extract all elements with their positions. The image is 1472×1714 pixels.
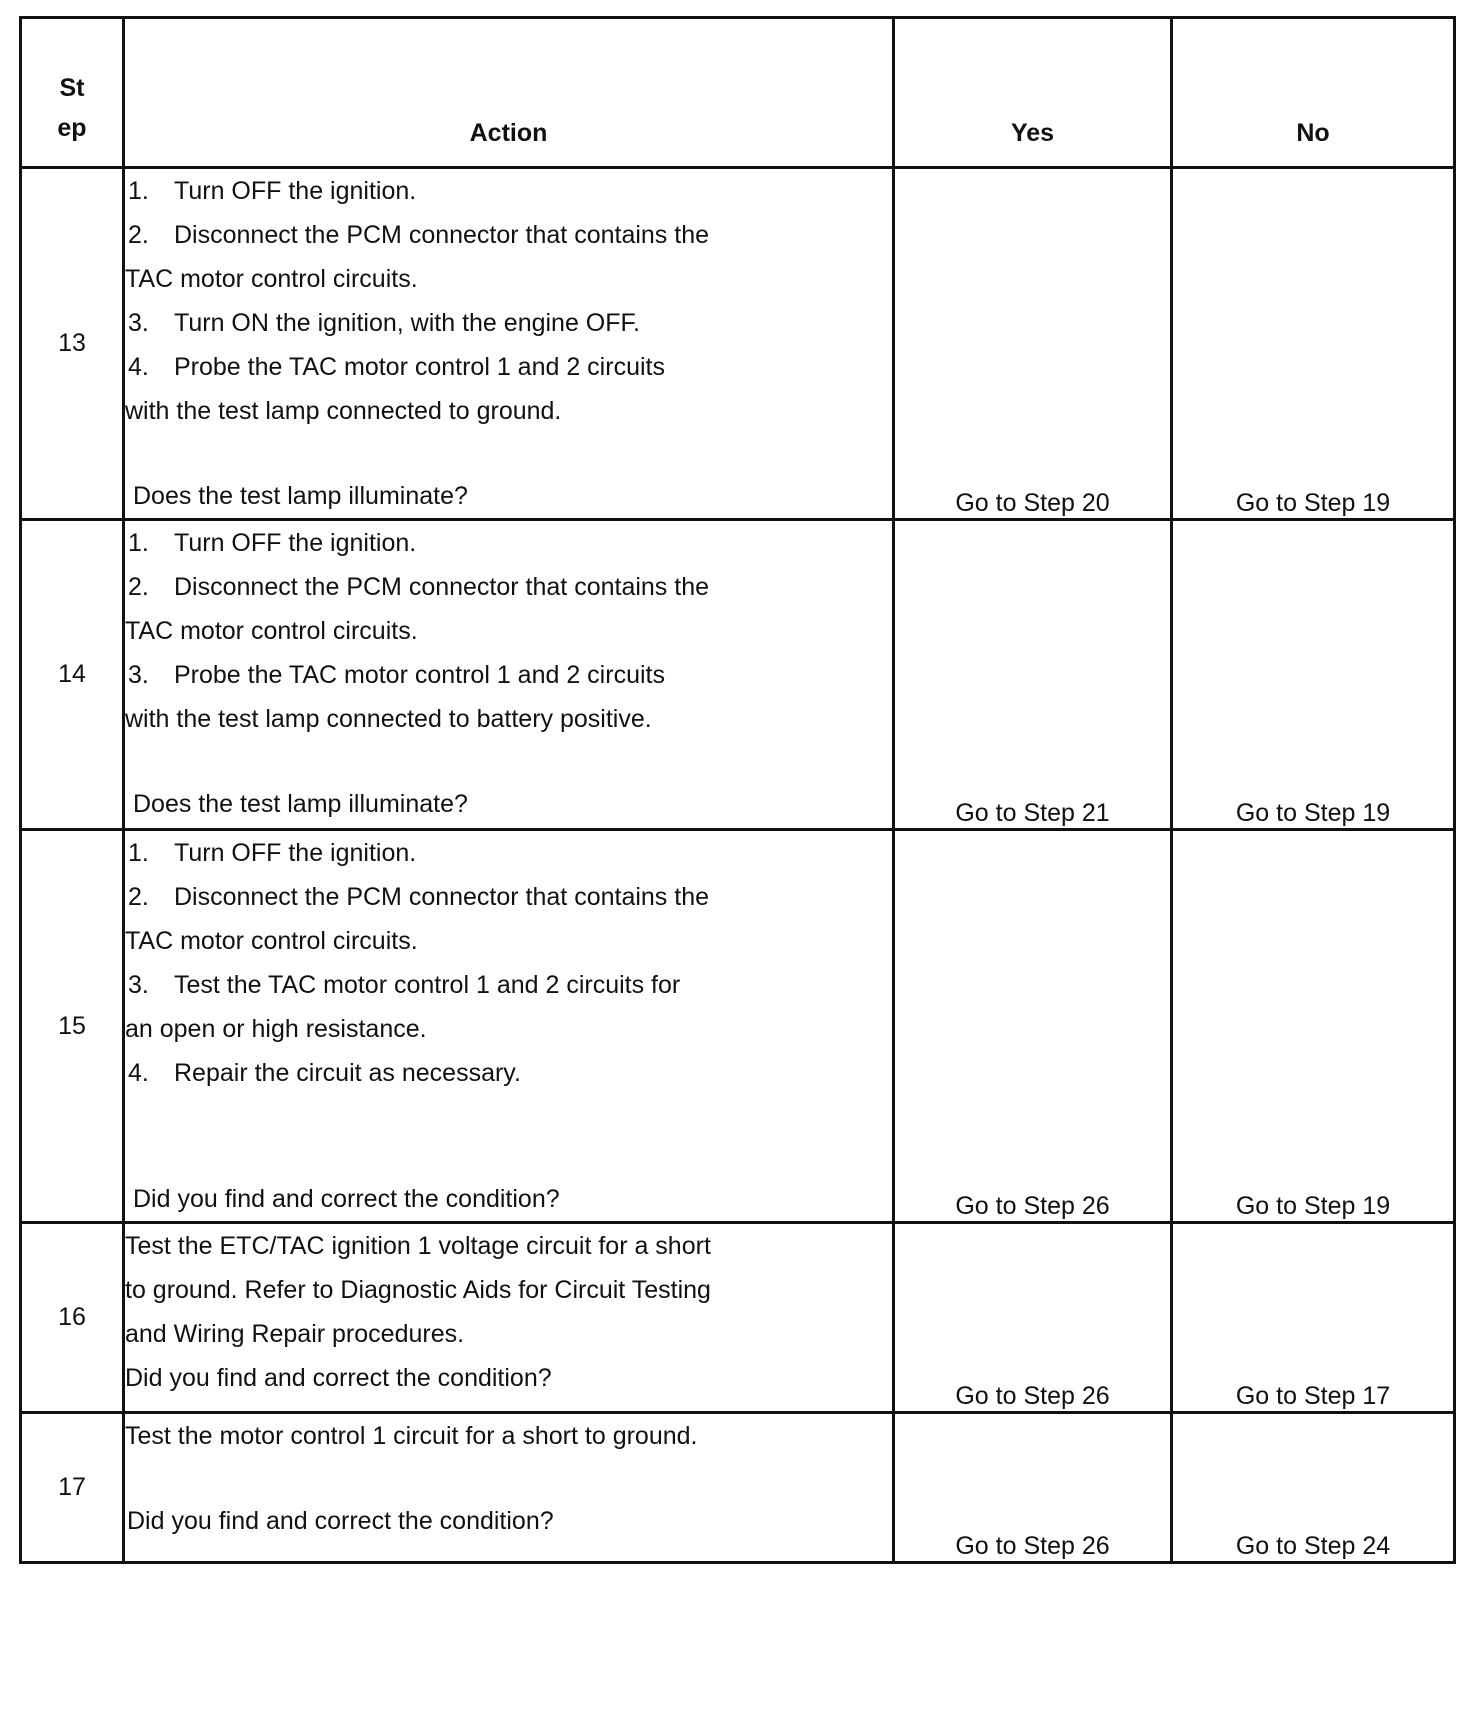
step-list-number: 1. — [128, 177, 149, 205]
action-line — [125, 1414, 892, 1458]
yes-column-header: Yes — [894, 18, 1172, 168]
action-line — [125, 963, 892, 1007]
yes-result: Go to Step 26 — [894, 830, 1172, 1223]
action-line — [125, 521, 892, 565]
action-text: with the test lamp connected to battery positive. — [125, 705, 652, 733]
table-row — [21, 1223, 1455, 1413]
action-text: Disconnect the PCM connector that contains the — [174, 573, 710, 601]
action-line — [125, 1312, 892, 1356]
yes-result: Go to Step 21 — [894, 520, 1172, 830]
action-question: Did you find and correct the condition? — [127, 1507, 554, 1535]
step-number: 15 — [21, 830, 124, 1223]
no-result: Go to Step 24 — [1172, 1413, 1455, 1563]
yes-result: Go to Step 26 — [894, 1223, 1172, 1413]
step-list-number: 2. — [128, 221, 149, 249]
no-result: Go to Step 19 — [1172, 520, 1455, 830]
no-result: Go to Step 17 — [1172, 1223, 1455, 1413]
action-text: Turn ON the ignition, with the engine OFF. — [174, 309, 640, 337]
action-text: with the test lamp connected to ground. — [125, 397, 562, 425]
table-row — [21, 168, 1455, 520]
action-text: TAC motor control circuits. — [125, 265, 418, 293]
action-line — [125, 1224, 892, 1268]
spacer — [125, 1095, 892, 1136]
action-line — [125, 345, 892, 389]
step-list-number: 2. — [128, 573, 149, 601]
table-row — [21, 830, 1455, 1223]
action-line — [125, 919, 892, 963]
step-column-header — [21, 18, 124, 168]
action-cell — [124, 520, 894, 830]
action-text: Turn OFF the ignition. — [174, 839, 417, 867]
action-line — [125, 697, 892, 741]
diagnostic-table — [19, 16, 1456, 1564]
action-line — [125, 257, 892, 301]
action-cell — [124, 1223, 894, 1413]
action-line — [125, 831, 892, 875]
step-list-number: 3. — [128, 971, 149, 999]
step-number: 17 — [21, 1413, 124, 1563]
action-cell — [124, 830, 894, 1223]
no-result: Go to Step 19 — [1172, 830, 1455, 1223]
step-list-number: 3. — [128, 309, 149, 337]
action-text: Test the TAC motor control 1 and 2 circuits for — [174, 971, 681, 999]
action-line — [125, 565, 892, 609]
action-line — [125, 169, 892, 213]
action-question: Did you find and correct the condition? — [125, 1364, 552, 1392]
spacer — [125, 1458, 892, 1499]
action-text: to ground. Refer to Diagnostic Aids for Circuit Testing — [125, 1276, 711, 1304]
step-number: 16 — [21, 1223, 124, 1413]
action-line — [125, 301, 892, 345]
action-cell — [124, 1413, 894, 1563]
action-text: Disconnect the PCM connector that contains the — [174, 221, 710, 249]
table-header — [21, 18, 1455, 168]
step-header-line1: St — [59, 74, 85, 102]
action-question: Does the test lamp illuminate? — [133, 790, 468, 818]
action-question: Did you find and correct the condition? — [133, 1185, 560, 1213]
action-text: Probe the TAC motor control 1 and 2 circuits — [174, 661, 665, 689]
action-line — [125, 1007, 892, 1051]
action-text: Probe the TAC motor control 1 and 2 circuits — [174, 353, 665, 381]
action-text: Turn OFF the ignition. — [174, 177, 417, 205]
action-line — [125, 609, 892, 653]
yes-result: Go to Step 20 — [894, 168, 1172, 520]
table-body — [21, 168, 1455, 1563]
step-list-number: 4. — [128, 1059, 149, 1087]
spacer — [125, 741, 892, 782]
table-row — [21, 1413, 1455, 1563]
yes-result: Go to Step 26 — [894, 1413, 1172, 1563]
action-line — [125, 1268, 892, 1312]
spacer — [125, 1136, 892, 1177]
step-list-number: 4. — [128, 353, 149, 381]
action-text: an open or high resistance. — [125, 1015, 427, 1043]
action-line — [125, 1051, 892, 1095]
action-text: Repair the circuit as necessary. — [174, 1059, 521, 1087]
spacer — [125, 433, 892, 474]
action-text: Test the ETC/TAC ignition 1 voltage circuit for a short — [125, 1232, 711, 1260]
action-text: TAC motor control circuits. — [125, 927, 418, 955]
step-header-line2: ep — [57, 114, 87, 142]
step-list-number: 1. — [128, 839, 149, 867]
action-line — [125, 653, 892, 697]
header-row — [21, 18, 1455, 168]
action-line — [125, 213, 892, 257]
action-line — [125, 389, 892, 433]
action-line — [125, 875, 892, 919]
action-cell — [124, 168, 894, 520]
action-text: Test the motor control 1 circuit for a short to ground. — [125, 1422, 698, 1450]
table-row — [21, 520, 1455, 830]
action-column-header: Action — [124, 18, 894, 168]
action-text: Disconnect the PCM connector that contains the — [174, 883, 710, 911]
action-text: TAC motor control circuits. — [125, 617, 418, 645]
step-list-number: 1. — [128, 529, 149, 557]
step-number: 14 — [21, 520, 124, 830]
action-text: Turn OFF the ignition. — [174, 529, 417, 557]
action-text: and Wiring Repair procedures. — [125, 1320, 465, 1348]
no-result: Go to Step 19 — [1172, 168, 1455, 520]
action-question: Does the test lamp illuminate? — [133, 482, 468, 510]
step-list-number: 3. — [128, 661, 149, 689]
no-column-header: No — [1172, 18, 1455, 168]
step-list-number: 2. — [128, 883, 149, 911]
step-number: 13 — [21, 168, 124, 520]
